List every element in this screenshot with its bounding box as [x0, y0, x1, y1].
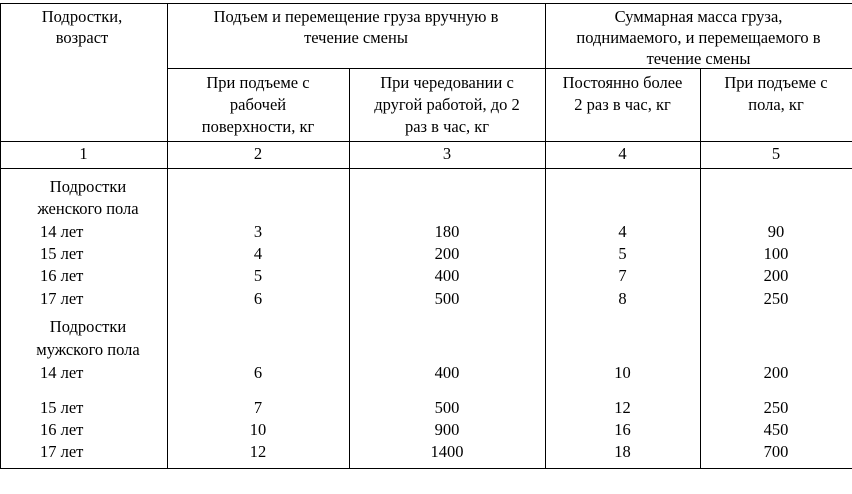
- row-female-16-col3: 400: [434, 266, 460, 285]
- row-male-17-col4: 18: [614, 442, 631, 461]
- row-male-16-col4: 16: [614, 420, 631, 439]
- row-male-14-age: 14 лет: [40, 363, 84, 382]
- row-female-15-age: 15 лет: [40, 244, 84, 263]
- header-sub5-line1: При подъеме с: [724, 73, 828, 92]
- row-male-16-col2: 10: [249, 420, 267, 439]
- group-male-title-line2: мужского пола: [36, 340, 140, 359]
- row-female-17-age: 17 лет: [40, 289, 84, 308]
- header-age-line2: возраст: [55, 28, 109, 47]
- row-male-15-col2: 7: [253, 398, 263, 417]
- row-male-15-col5: 250: [763, 398, 789, 417]
- col-number-3: 3: [442, 144, 452, 163]
- row-female-16-col4: 7: [618, 266, 627, 285]
- col-number-1: 1: [79, 144, 88, 163]
- header-sub5-line2: пола, кг: [748, 95, 804, 114]
- header-total-line3: течение смены: [646, 49, 751, 68]
- row-female-17-col3: 500: [434, 289, 460, 308]
- row-male-16-age: 16 лет: [40, 420, 84, 439]
- row-male-17-col5: 700: [763, 442, 789, 461]
- row-female-14-col5: 90: [767, 222, 785, 241]
- row-male-17-col2: 12: [249, 442, 267, 461]
- col-number-5: 5: [771, 144, 781, 163]
- row-female-15-col4: 5: [618, 244, 627, 263]
- row-female-16-col5: 200: [763, 266, 789, 285]
- row-male-15-col4: 12: [614, 398, 631, 417]
- header-total-line1: Суммарная масса груза,: [614, 7, 783, 26]
- header-sub4-line1: Постоянно более: [562, 73, 683, 92]
- col-number-4: 4: [618, 144, 627, 163]
- header-manual-line2: течение смены: [304, 28, 408, 47]
- header-sub2-line2: рабочей: [229, 95, 287, 114]
- row-male-14-col2: 6: [253, 363, 263, 382]
- group-female-title-line2: женского пола: [37, 199, 139, 218]
- header-sub3-line2: другой работой, до 2: [374, 95, 520, 114]
- row-female-17-col5: 250: [763, 289, 789, 308]
- row-female-15-col2: 4: [253, 244, 263, 263]
- col-number-2: 2: [253, 144, 263, 163]
- row-male-17-col3: 1400: [430, 442, 464, 461]
- row-male-15-col3: 500: [434, 398, 460, 417]
- header-sub4-line2: 2 раз в час, кг: [574, 95, 671, 114]
- group-female-title-line1: Подростки: [49, 177, 127, 196]
- row-female-16-col2: 5: [253, 266, 263, 285]
- row-male-15-age: 15 лет: [40, 398, 84, 417]
- row-male-17-age: 17 лет: [40, 442, 84, 461]
- row-female-14-age: 14 лет: [40, 222, 84, 241]
- row-female-17-col4: 8: [618, 289, 627, 308]
- header-sub2-line3: поверхности, кг: [201, 117, 315, 136]
- row-male-14-col3: 400: [434, 363, 460, 382]
- group-male-title-line1: Подростки: [49, 317, 127, 336]
- row-male-14-col5: 200: [763, 363, 789, 382]
- row-male-14-col4: 10: [614, 363, 631, 382]
- row-female-15-col5: 100: [763, 244, 789, 263]
- header-age-line1: Подростки,: [41, 7, 123, 26]
- row-female-14-col3: 180: [434, 222, 460, 241]
- row-male-16-col5: 450: [763, 420, 789, 439]
- header-manual-line1: Подъем и перемещение груза вручную в: [213, 7, 499, 26]
- header-sub2-line1: При подъеме с: [206, 73, 310, 92]
- row-male-16-col3: 900: [434, 420, 460, 439]
- row-female-16-age: 16 лет: [40, 266, 84, 285]
- row-female-14-col4: 4: [618, 222, 627, 241]
- row-female-14-col2: 3: [253, 222, 263, 241]
- header-sub3-line1: При чередовании с: [380, 73, 514, 92]
- row-female-15-col3: 200: [434, 244, 460, 263]
- row-female-17-col2: 6: [253, 289, 263, 308]
- header-total-line2: поднимаемого, и перемещаемого в: [576, 28, 821, 47]
- header-sub3-line3: раз в час, кг: [404, 117, 490, 136]
